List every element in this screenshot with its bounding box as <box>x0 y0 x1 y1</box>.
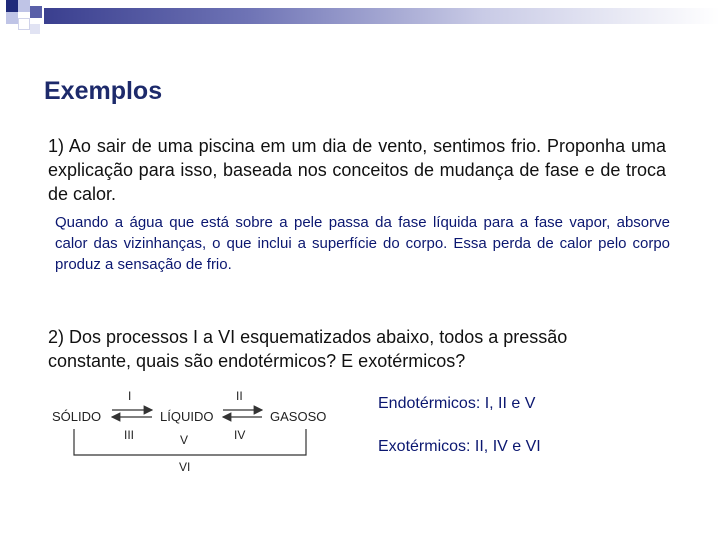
top-decoration <box>0 0 720 34</box>
slide-title: Exemplos <box>44 77 163 105</box>
decorative-square <box>18 18 30 30</box>
decorative-square <box>18 0 30 12</box>
process-vi-label: VI <box>179 460 191 474</box>
phase-liquid-label: LÍQUIDO <box>160 409 214 424</box>
question-1-answer: Quando a água que está sobre a pele passa da fase líquida para a fase vapor, absorve calor das vizinhanças, o que inclui a superfície do corpo. Essa perda de calor pelo corpo produz a sensação de frio. <box>55 214 670 273</box>
header-gradient-bar <box>44 8 720 24</box>
exothermic-answer: Exotérmicos: II, IV e VI <box>378 438 541 455</box>
process-iii-label: III <box>124 428 135 442</box>
process-ii-label: II <box>236 389 243 403</box>
process-i-label: I <box>128 389 132 403</box>
question-2-text: 2) Dos processos I a VI esquematizados abaixo, todos a pressão constante, quais são endotérmicos? E exotérmicos? <box>48 327 568 371</box>
endothermic-answer: Endotérmicos: I, II e V <box>378 395 536 412</box>
phase-gas-label: GASOSO <box>270 409 327 424</box>
process-vi-bracket <box>74 429 306 455</box>
process-iv-label: IV <box>234 428 246 442</box>
decorative-square <box>30 6 42 18</box>
decorative-square <box>30 24 40 34</box>
process-v-label: V <box>180 433 189 447</box>
phase-change-diagram <box>48 384 368 480</box>
phase-solid-label: SÓLIDO <box>52 409 102 424</box>
decorative-square <box>6 0 18 12</box>
question-1-text: 1) Ao sair de uma piscina em um dia de vento, sentimos frio. Proponha uma explicação para isso, baseada nos conceitos de mudança de fase e de troca de calor. <box>48 136 666 204</box>
decorative-square <box>6 12 18 24</box>
